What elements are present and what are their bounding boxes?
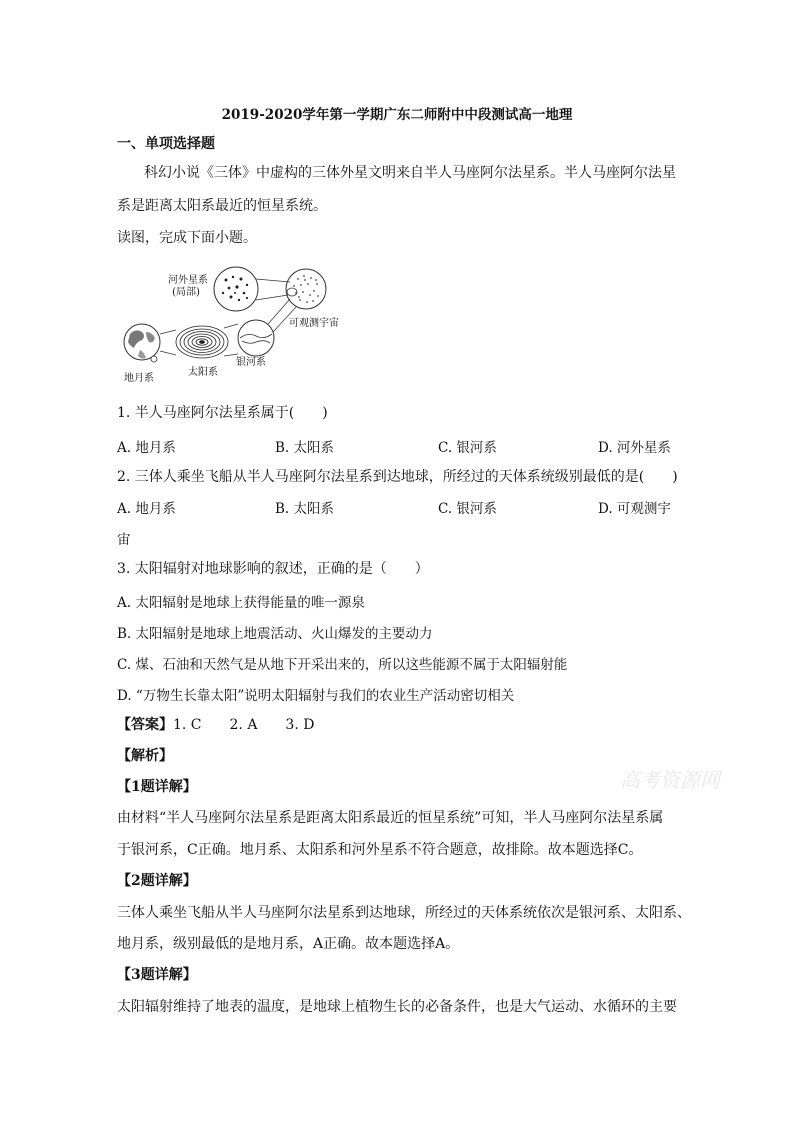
answer-label: 【答案】	[117, 717, 173, 733]
instruction-text: 读图，完成下面小题。	[117, 230, 257, 246]
answer-line	[117, 715, 314, 735]
earth-globe	[124, 324, 160, 362]
question-3-option-a: A. 太阳辐射是地球上获得能量的唯一源泉	[117, 595, 365, 611]
explain-1-line2: 于银河系，C正确。地月系、太阳系和河外星系不符合题意，故排除。故本题选择C。	[117, 842, 643, 858]
question-1-stem: 1. 半人马座阿尔法星系属于( )	[117, 405, 328, 421]
document-title: 2019-2020学年第一学期广东二师附中中段测试高一地理	[221, 107, 573, 123]
question-2-option-c: C. 银河系	[438, 501, 497, 517]
question-1-option-b: B. 太阳系	[275, 440, 335, 456]
figure-label-earth-moon: 地月系	[124, 373, 154, 384]
question-2-option-a: A. 地月系	[117, 501, 176, 517]
question-3-option-c: C. 煤、石油和天然气是从地下开采出来的，所以这些能源不属于太阳辐射能	[117, 657, 568, 673]
explain-1-label: 【1题详解】	[117, 779, 197, 795]
watermark: 高考资源网	[620, 768, 720, 792]
figure-label-milky-way: 银河系	[236, 357, 266, 368]
question-1-option-d: D. 河外星系	[598, 440, 671, 456]
intro-paragraph-line2: 系是距离太阳系最近的恒星系统。	[117, 198, 327, 214]
explain-3-label: 【3题详解】	[117, 967, 197, 983]
other-galaxy-circle	[214, 267, 258, 311]
figure-label-solar-system: 太阳系	[188, 367, 218, 378]
solar-system-orbits	[176, 326, 228, 358]
question-2-stem: 2. 三体人乘坐飞船从半人马座阿尔法星系到达地球，所经过的天体系统级别最低的是( )	[117, 469, 678, 485]
section-heading: 一、单项选择题	[117, 136, 215, 152]
question-1-option-a: A. 地月系	[117, 440, 176, 456]
question-2-option-d: D. 可观测宇	[598, 501, 671, 517]
question-2-option-d-wrap: 宙	[117, 532, 131, 548]
question-3-option-b: B. 太阳辐射是地球上地震活动、火山爆发的主要动力	[117, 626, 433, 642]
analysis-label: 【解析】	[117, 748, 173, 764]
figure-label-observable-universe: 可观测宇宙	[289, 318, 339, 329]
explain-1-line1: 由材料“半人马座阿尔法星系是距离太阳系最近的恒星系统”可知，半人马座阿尔法星系属	[117, 810, 664, 826]
figure-label-other-galaxy: 河外星系 (局部)	[168, 275, 208, 298]
question-1-option-c: C. 银河系	[438, 440, 497, 456]
question-3-option-d: D. “万物生长靠太阳”说明太阳辐射与我们的农业生产活动密切相关	[117, 688, 515, 704]
observable-universe-circle	[286, 269, 326, 309]
milky-way-circle	[238, 320, 274, 356]
explain-2-line1: 三体人乘坐飞船从半人马座阿尔法星系到达地球，所经过的天体系统依次是银河系、太阳系、	[117, 905, 691, 921]
explain-2-line2: 地月系，级别最低的是地月系，A正确。故本题选择A。	[117, 936, 460, 952]
answer-text: 1. C 2. A 3. D	[173, 717, 315, 733]
explain-2-label: 【2题详解】	[117, 873, 197, 889]
explain-3-line1: 太阳辐射维持了地表的温度，是地球上植物生长的必备条件，也是大气运动、水循环的主要	[117, 999, 677, 1015]
question-3-stem: 3. 太阳辐射对地球影响的叙述，正确的是（ ）	[117, 561, 429, 577]
question-2-option-b: B. 太阳系	[275, 501, 335, 517]
celestial-systems-figure	[118, 262, 368, 387]
intro-paragraph-line1: 科幻小说《三体》中虚构的三体外星文明来自半人马座阿尔法星系。半人马座阿尔法星	[144, 165, 676, 181]
